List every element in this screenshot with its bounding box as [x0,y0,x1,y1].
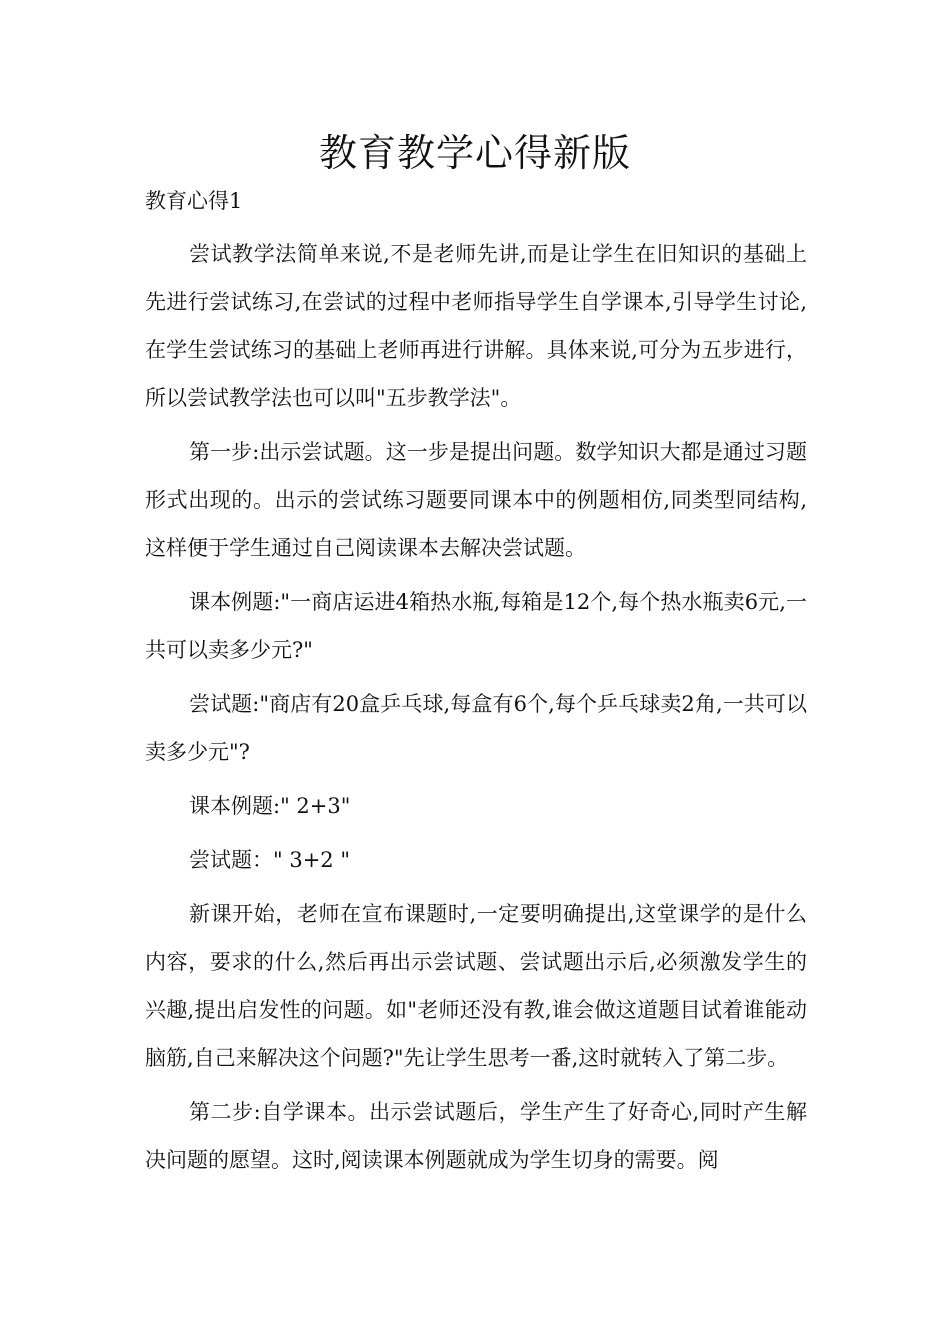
paragraph-trial-question-addition: 尝试题：" 3+2 " [189,848,350,872]
paragraph-new-lesson: 新课开始，老师在宣布课题时,一定要明确提出,这堂课学的是什么内容，要求的什么,然后再出示尝试题、尝试题出示后,必须激发学生的兴趣,提出启发性的问题。如"老师还没有教,谁会做这道题目试着谁能动脑筋,自己来解决这个问题?"先让学生思考一番,这时就转入了第二步。 [145,902,807,1070]
paragraph-step-one: 第一步:出示尝试题。这一步是提出问题。数学知识大都是通过习题形式出现的。出示的尝试练习题要同课本中的例题相仿,同类型同结构,这样便于学生通过自己阅读课本去解决尝试题。 [145,440,807,560]
paragraph-step-two: 第二步:自学课本。出示尝试题后，学生产生了好奇心,同时产生解决问题的愿望。这时,阅读课本例题就成为学生切身的需要。阅 [145,1100,807,1172]
document-body [145,230,807,1190]
paragraph-trial-question: 尝试题:"商店有20盒乒乓球,每盒有6个,每个乒乓球卖2角,一共可以卖多少元"? [145,692,807,764]
paragraph-textbook-example-addition: 课本例题:" 2+3" [189,794,351,818]
paragraph-intro: 尝试教学法简单来说,不是老师先讲,而是让学生在旧知识的基础上先进行尝试练习,在尝试的过程中老师指导学生自学课本,引导学生讨论,在学生尝试练习的基础上老师再进行讲解。具体来说,可分为五步进行，所以尝试教学法也可以叫"五步教学法"。 [145,242,807,410]
paragraph-textbook-example: 课本例题:"一商店运进4箱热水瓶,每箱是12个,每个热水瓶卖6元,一共可以卖多少元?" [145,590,807,662]
document-title: 教育教学心得新版 [318,131,631,175]
section-heading: 教育心得1 [145,189,243,213]
